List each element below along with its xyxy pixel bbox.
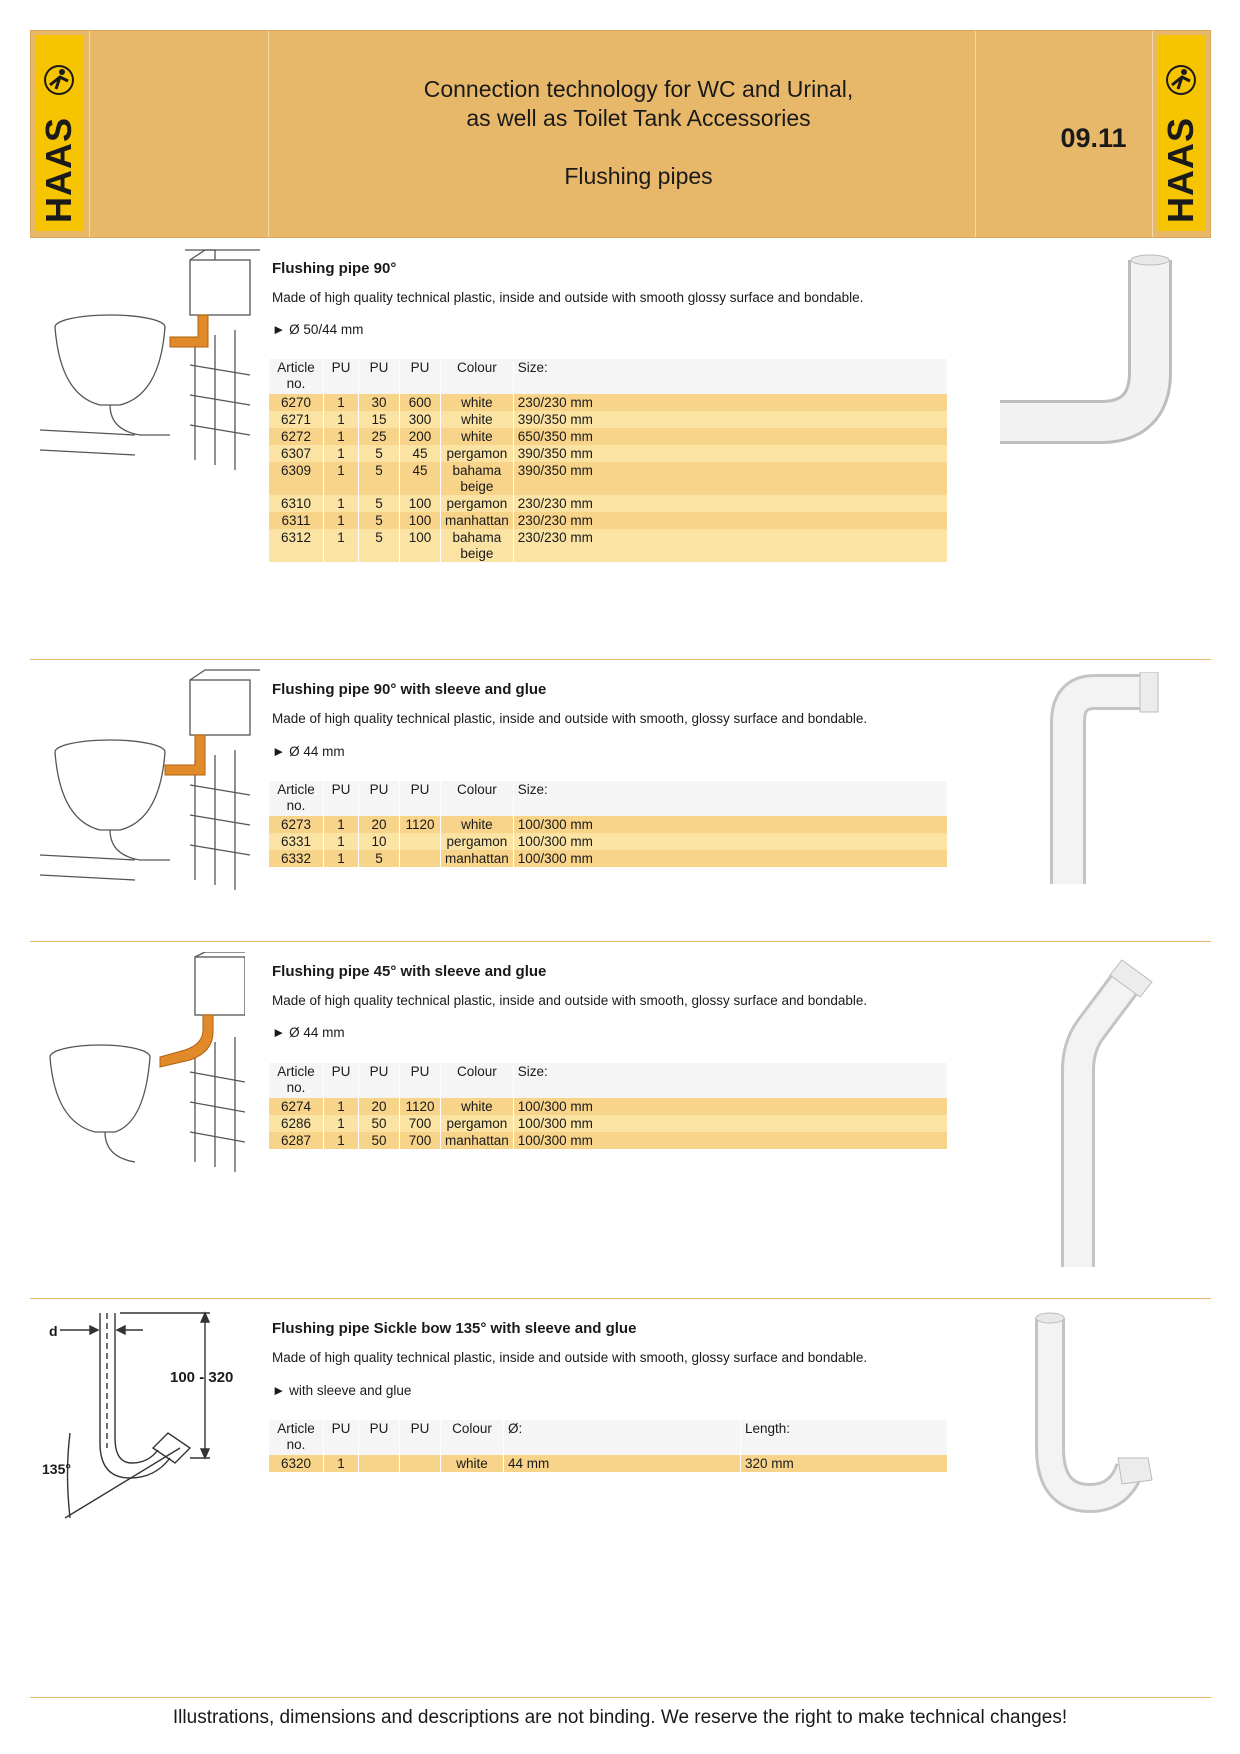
section-bullet: ► with sleeve and glue <box>272 1383 412 1398</box>
table-row: 6309 1 5 45 bahama beige 390/350 mm <box>269 462 947 495</box>
sickle-bow-dimension-diagram <box>40 1308 250 1528</box>
table-row: 6273 1 20 1120 white 100/300 mm <box>269 816 947 833</box>
table-row: 6310 1 5 100 pergamon 230/230 mm <box>269 495 947 512</box>
table-row: 6271 1 15 300 white 390/350 mm <box>269 411 947 428</box>
section-title: Flushing pipe 90° with sleeve and glue <box>272 681 547 698</box>
footer-disclaimer: Illustrations, dimensions and descriptions are not binding. We reserve the right to make technical changes! <box>172 1707 1068 1728</box>
table-row: 6312 1 5 100 bahama beige 230/230 mm <box>269 529 947 562</box>
diagram-d-label: d <box>49 1323 58 1339</box>
logo-right <box>1152 31 1210 237</box>
pipe-90-product-photo <box>990 252 1190 462</box>
section-description: Made of high quality technical plastic, inside and outside with smooth glossy surface and bondable. <box>272 290 864 305</box>
table-row: 6270 1 30 600 white 230/230 mm <box>269 394 947 411</box>
table-header: Article no. PU PU PU Colour Size: <box>269 781 947 816</box>
sickle-bow-product-photo <box>1020 1308 1170 1518</box>
diagram-height-label: 100 - 320 <box>170 1369 234 1386</box>
table-row: 6286 1 50 700 pergamon 100/300 mm <box>269 1115 947 1132</box>
product-table <box>268 1063 948 1149</box>
table-row: 6274 1 20 1120 white 100/300 mm <box>269 1098 947 1115</box>
page-code: 09.11 <box>1060 123 1127 153</box>
table-row: 6307 1 5 45 pergamon 390/350 mm <box>269 445 947 462</box>
section-bullet: ► Ø 44 mm <box>272 1025 345 1040</box>
section-divider <box>30 941 1211 942</box>
product-table <box>268 1420 948 1472</box>
section-bullet: ► Ø 50/44 mm <box>272 322 364 337</box>
toilet-illustration-3 <box>45 952 245 1172</box>
logo-text: HAAS <box>1160 116 1201 224</box>
table-row: 6332 1 5 manhattan 100/300 mm <box>269 850 947 867</box>
section-description: Made of high quality technical plastic, inside and outside with smooth, glossy surface and bondable. <box>272 1350 868 1365</box>
product-table <box>268 781 948 867</box>
pipe-90-sleeve-product-photo <box>1040 672 1170 892</box>
toilet-illustration-1 <box>40 245 260 470</box>
logo-figure-icon <box>1164 63 1198 97</box>
table-row: 6272 1 25 200 white 650/350 mm <box>269 428 947 445</box>
logo-figure-icon <box>42 63 76 97</box>
section-description: Made of high quality technical plastic, inside and outside with smooth, glossy surface and bondable. <box>272 993 868 1008</box>
logo-left <box>31 31 89 237</box>
page-subtitle: Flushing pipes <box>564 163 713 189</box>
section-title: Flushing pipe 90° <box>272 260 397 277</box>
table-header: Article no. PU PU PU Colour Size: <box>269 359 947 394</box>
table-header: Article no. PU PU PU Colour Size: <box>269 1063 947 1098</box>
table-header: Article no. PU PU PU Colour Ø: Length: <box>269 1420 947 1455</box>
table-row: 6287 1 50 700 manhattan 100/300 mm <box>269 1132 947 1149</box>
section-description: Made of high quality technical plastic, inside and outside with smooth, glossy surface and bondable. <box>272 711 868 726</box>
pipe-45-sleeve-product-photo <box>1030 955 1170 1275</box>
toilet-illustration-2 <box>40 665 260 890</box>
table-row: 6320 1 white 44 mm 320 mm <box>269 1455 947 1472</box>
section-title: Flushing pipe 45° with sleeve and glue <box>272 963 547 980</box>
table-row: 6311 1 5 100 manhattan 230/230 mm <box>269 512 947 529</box>
table-row: 6331 1 10 pergamon 100/300 mm <box>269 833 947 850</box>
diagram-angle-label: 135° <box>42 1461 71 1477</box>
section-divider <box>30 659 1211 660</box>
product-table <box>268 359 948 562</box>
section-divider <box>30 1298 1211 1299</box>
page-header <box>30 30 1211 238</box>
logo-text: HAAS <box>38 116 79 224</box>
section-title: Flushing pipe Sickle bow 135° with sleeve and glue <box>272 1320 637 1337</box>
page-title: Connection technology for WC and Urinal, as well as Toilet Tank Accessories <box>423 76 854 131</box>
section-bullet: ► Ø 44 mm <box>272 744 345 759</box>
footer-divider <box>30 1697 1211 1698</box>
